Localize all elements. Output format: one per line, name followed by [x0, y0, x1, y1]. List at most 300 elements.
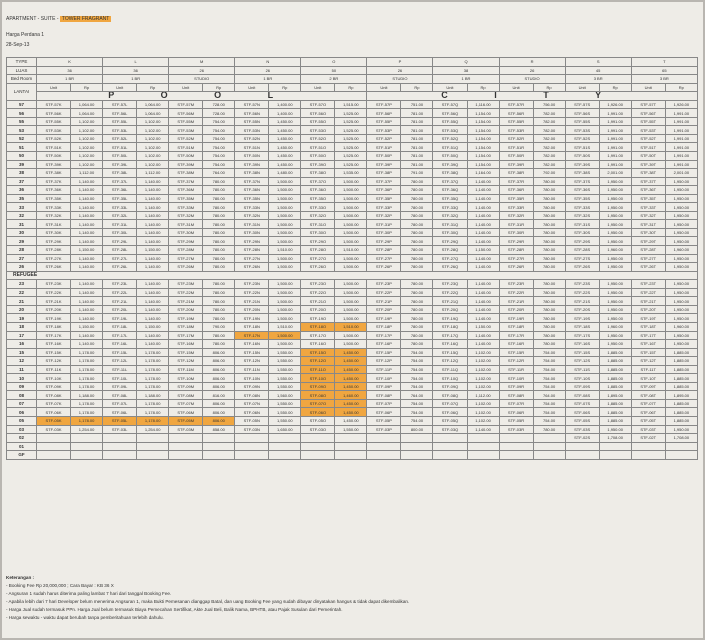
- floor-row: [7, 340, 698, 349]
- unit-code: STF-51R: [499, 143, 533, 152]
- unit-code: STF-03L: [103, 425, 137, 434]
- unit-price: 1,450.00: [335, 357, 367, 366]
- unit-price: 806.00: [203, 365, 235, 374]
- unit-price: 1,950.00: [665, 237, 697, 246]
- unit-code: STF-33S: [565, 203, 599, 212]
- unit-price: 780.00: [401, 340, 433, 349]
- unit-code: STF-31M: [169, 220, 203, 229]
- unit-price: 754.00: [533, 348, 565, 357]
- unit-code: STF-55M: [169, 117, 203, 126]
- unit-code: STF-39R: [499, 160, 533, 169]
- floor-row: [7, 314, 698, 323]
- unit-code: STF-29S: [565, 237, 599, 246]
- unit-price: 2,001.00: [599, 169, 631, 178]
- unit-code: STF-07T: [631, 399, 665, 408]
- type-cell: R: [499, 58, 565, 67]
- unit-price: 728.00: [203, 109, 235, 118]
- floor-number: 38: [7, 169, 37, 178]
- unit-price: 1,885.00: [665, 374, 697, 383]
- unit-price: 1,885.00: [665, 382, 697, 391]
- unit-price: 781.00: [401, 143, 433, 152]
- unit-code: STF-29P: [367, 237, 401, 246]
- unit-code: STF-27R: [499, 254, 533, 263]
- unit-code: STF-31K: [37, 220, 71, 229]
- unit-code: STF-22O: [301, 288, 335, 297]
- unit-price: 1,950.00: [665, 177, 697, 186]
- unit-price: [203, 434, 235, 443]
- unit-price: 858.00: [203, 425, 235, 434]
- unit-price: 1,950.00: [665, 314, 697, 323]
- unit-price: 754.00: [203, 160, 235, 169]
- unit-code: STF-32S: [565, 211, 599, 220]
- bedroom-cell: 1 BR: [103, 75, 169, 84]
- unit-price: [533, 451, 565, 460]
- unit-price: 780.00: [203, 228, 235, 237]
- unit-code: STF-36Q: [433, 186, 467, 195]
- unit-price: 1,400.00: [269, 100, 301, 109]
- unit-code: STF-10N: [235, 374, 269, 383]
- unit-code: STF-52S: [565, 134, 599, 143]
- unit-price: 1,950.00: [599, 305, 631, 314]
- unit-code: STF-37N: [235, 177, 269, 186]
- unit-price: [665, 442, 697, 451]
- unit-code: STF-20T: [631, 305, 665, 314]
- unit-code: STF-36S: [565, 186, 599, 195]
- unit-price: 1,112.00: [137, 169, 169, 178]
- unit-price: 1,164.00: [467, 169, 499, 178]
- unit-price: 780.00: [533, 211, 565, 220]
- unit-code: STF-27P: [367, 254, 401, 263]
- unit-price: 1,140.00: [71, 314, 103, 323]
- unit-price: [269, 442, 301, 451]
- unit-price: 1,102.00: [467, 348, 499, 357]
- floor-row: [7, 220, 698, 229]
- unit-code: STF-02T: [631, 434, 665, 443]
- unit-price: 1,140.00: [137, 340, 169, 349]
- type-cell: M: [169, 58, 235, 67]
- unit-price: 1,560.00: [269, 391, 301, 400]
- unit-price: 1,102.00: [467, 357, 499, 366]
- unit-code: STF-57K: [37, 100, 71, 109]
- unit-price: 1,550.00: [269, 374, 301, 383]
- unit-code: STF-22M: [169, 288, 203, 297]
- unit-code: STF-55O: [301, 117, 335, 126]
- unit-price: 1,450.00: [269, 152, 301, 161]
- unit-price: 782.00: [533, 152, 565, 161]
- unit-code: [37, 434, 71, 443]
- unit-code: STF-03Q: [433, 425, 467, 434]
- unit-code: [37, 442, 71, 451]
- floor-number: GF: [7, 451, 37, 460]
- unit-code: STF-08M: [169, 391, 203, 400]
- unit-price: 1,140.00: [467, 263, 499, 272]
- floor-row: [7, 177, 698, 186]
- unit-header: Unit: [235, 83, 269, 92]
- unit-code: STF-16M: [169, 340, 203, 349]
- unit-code: STF-10Q: [433, 374, 467, 383]
- unit-code: STF-50Q: [433, 152, 467, 161]
- unit-header: Unit: [367, 83, 401, 92]
- unit-price: 1,510.00: [269, 322, 301, 331]
- unit-price: 780.00: [533, 254, 565, 263]
- unit-code: STF-18O: [301, 322, 335, 331]
- unit-price: 1,950.00: [599, 177, 631, 186]
- unit-code: STF-22Q: [433, 288, 467, 297]
- unit-code: STF-36O: [301, 186, 335, 195]
- unit-price: 800.00: [401, 425, 433, 434]
- unit-price: 1,140.00: [467, 305, 499, 314]
- price-list-name: Harga Perdana 1: [6, 32, 45, 38]
- unit-price: 1,500.00: [335, 228, 367, 237]
- unit-price: 1,960.00: [665, 322, 697, 331]
- unit-price: 754.00: [533, 357, 565, 366]
- unit-price: 1,450.00: [269, 160, 301, 169]
- unit-price: 780.00: [203, 340, 235, 349]
- unit-code: STF-57T: [631, 100, 665, 109]
- unit-code: STF-35Q: [433, 194, 467, 203]
- unit-price: 1,550.00: [269, 399, 301, 408]
- unit-code: STF-06M: [169, 408, 203, 417]
- unit-price: 780.00: [533, 425, 565, 434]
- unit-header: Unit: [103, 83, 137, 92]
- unit-price: 806.00: [203, 382, 235, 391]
- bedroom-row: [7, 75, 698, 84]
- unit-code: STF-52O: [301, 134, 335, 143]
- unit-code: STF-23N: [235, 280, 269, 289]
- unit-price: 1,885.00: [599, 399, 631, 408]
- unit-price: 1,140.00: [71, 194, 103, 203]
- unit-price: 1,950.00: [599, 288, 631, 297]
- unit-code: STF-53T: [631, 126, 665, 135]
- unit-code: STF-08P: [367, 391, 401, 400]
- unit-price: 1,885.00: [665, 357, 697, 366]
- floor-row: [7, 288, 698, 297]
- unit-price: 1,140.00: [71, 211, 103, 220]
- floor-row: [7, 322, 698, 331]
- unit-code: STF-10T: [631, 374, 665, 383]
- floor-number: 15: [7, 348, 37, 357]
- unit-price: 1,950.00: [665, 340, 697, 349]
- unit-code: STF-17S: [565, 331, 599, 340]
- unit-code: STF-55K: [37, 117, 71, 126]
- unit-price: 1,950.00: [599, 263, 631, 272]
- unit-code: STF-38K: [37, 169, 71, 178]
- unit-code: STF-50R: [499, 152, 533, 161]
- unit-price: 1,885.00: [599, 357, 631, 366]
- unit-code: STF-05P: [367, 416, 401, 425]
- unit-price: 1,500.00: [269, 194, 301, 203]
- type-cell: S: [565, 58, 631, 67]
- unit-code: STF-21O: [301, 297, 335, 306]
- unit-code: STF-20S: [565, 305, 599, 314]
- unit-code: STF-31L: [103, 220, 137, 229]
- unit-code: STF-26L: [103, 263, 137, 272]
- unit-price: 1,140.00: [137, 203, 169, 212]
- unit-code: STF-17K: [37, 331, 71, 340]
- floor-row: [7, 263, 698, 272]
- unit-code: [235, 451, 269, 460]
- bedroom-cell: 1 BR: [433, 75, 499, 84]
- unit-price: 1,950.00: [599, 220, 631, 229]
- unit-code: STF-21Q: [433, 297, 467, 306]
- unit-code: STF-27O: [301, 254, 335, 263]
- unit-code: STF-57P: [367, 100, 401, 109]
- unit-price: 806.00: [203, 408, 235, 417]
- unit-price: 1,064.00: [71, 100, 103, 109]
- unit-price: 806.00: [203, 348, 235, 357]
- unit-price: 1,950.00: [599, 254, 631, 263]
- unit-code: STF-50N: [235, 152, 269, 161]
- unit-code: STF-27T: [631, 254, 665, 263]
- unit-code: STF-21L: [103, 297, 137, 306]
- unit-price: 780.00: [533, 297, 565, 306]
- unit-code: STF-17L: [103, 331, 137, 340]
- unit-price: 780.00: [203, 194, 235, 203]
- luas-cell: 26: [235, 66, 301, 75]
- unit-price: 1,991.00: [599, 126, 631, 135]
- unit-code: STF-19P: [367, 314, 401, 323]
- unit-code: STF-55P: [367, 117, 401, 126]
- unit-price: 780.00: [401, 254, 433, 263]
- unit-code: STF-36M: [169, 186, 203, 195]
- unit-price: 1,500.00: [269, 340, 301, 349]
- unit-price: 1,500.00: [335, 237, 367, 246]
- unit-price: 1,510.00: [335, 322, 367, 331]
- unit-code: STF-18N: [235, 322, 269, 331]
- unit-code: STF-09M: [169, 382, 203, 391]
- unit-code: STF-35L: [103, 194, 137, 203]
- unit-price: 780.00: [401, 211, 433, 220]
- rp-header: Rp: [71, 83, 103, 92]
- floor-row: [7, 228, 698, 237]
- unit-code: STF-28K: [37, 246, 71, 255]
- unit-price: 780.00: [533, 314, 565, 323]
- unit-price: 780.00: [533, 177, 565, 186]
- unit-price: 1,991.00: [665, 134, 697, 143]
- floor-row: [7, 357, 698, 366]
- type-cell: L: [103, 58, 169, 67]
- unit-code: STF-56M: [169, 109, 203, 118]
- unit-code: STF-17O: [301, 331, 335, 340]
- unit-code: STF-15P: [367, 348, 401, 357]
- unit-price: 780.00: [203, 288, 235, 297]
- floor-row: [7, 305, 698, 314]
- unit-code: STF-12M: [169, 357, 203, 366]
- unit-code: STF-37L: [103, 177, 137, 186]
- unit-code: STF-39P: [367, 160, 401, 169]
- unit-code: STF-31R: [499, 220, 533, 229]
- floor-row: [7, 416, 698, 425]
- unit-code: STF-30L: [103, 228, 137, 237]
- unit-code: STF-15T: [631, 348, 665, 357]
- floor-number: 36: [7, 186, 37, 195]
- floor-number: 18: [7, 322, 37, 331]
- unit-header: Unit: [433, 83, 467, 92]
- unit-code: STF-50P: [367, 152, 401, 161]
- unit-price: 1,500.00: [335, 220, 367, 229]
- unit-code: STF-12L: [103, 357, 137, 366]
- unit-code: STF-53N: [235, 126, 269, 135]
- unit-code: STF-57S: [565, 100, 599, 109]
- unit-price: 1,550.00: [269, 357, 301, 366]
- unit-price: 1,550.00: [335, 425, 367, 434]
- unit-code: STF-56S: [565, 109, 599, 118]
- unit-price: 1,178.00: [137, 357, 169, 366]
- floor-number: 07: [7, 399, 37, 408]
- unit-code: STF-05S: [565, 416, 599, 425]
- unit-price: 1,991.00: [665, 160, 697, 169]
- luas-cell: 65: [631, 66, 697, 75]
- unit-price: 754.00: [533, 399, 565, 408]
- unit-code: STF-33P: [367, 203, 401, 212]
- unit-price: 1,140.00: [71, 288, 103, 297]
- unit-code: STF-06S: [565, 408, 599, 417]
- unit-code: STF-55T: [631, 117, 665, 126]
- unit-code: STF-38S: [565, 169, 599, 178]
- unit-code: STF-26K: [37, 263, 71, 272]
- unit-price: 1,140.00: [137, 331, 169, 340]
- unit-price: 764.00: [533, 391, 565, 400]
- unit-code: STF-03N: [235, 425, 269, 434]
- unit-price: 1,154.00: [467, 134, 499, 143]
- unit-code: STF-30R: [499, 228, 533, 237]
- unit-code: STF-10S: [565, 374, 599, 383]
- unit-code: STF-12R: [499, 357, 533, 366]
- unit-price: 780.00: [533, 194, 565, 203]
- note-item: - Apabila lebih dari 7 hari Developer belum menerima Angsuran 1, maka Bukti Pemesanan dianggap Batal, dan uang Booking Fee yang sudah dibayar dinyatakan hangus & tidak dapat dikembalikan.: [6, 599, 410, 604]
- type-cell: K: [37, 58, 103, 67]
- floor-number: 30: [7, 228, 37, 237]
- unit-code: STF-06O: [301, 408, 335, 417]
- unit-code: [301, 442, 335, 451]
- unit-price: 1,102.00: [137, 152, 169, 161]
- unit-code: STF-06T: [631, 408, 665, 417]
- unit-price: 754.00: [401, 365, 433, 374]
- unit-code: STF-32N: [235, 211, 269, 220]
- unit-code: STF-20N: [235, 305, 269, 314]
- rp-header: Rp: [467, 83, 499, 92]
- unit-code: STF-23Q: [433, 280, 467, 289]
- type-cell: N: [235, 58, 301, 67]
- unit-code: STF-09N: [235, 382, 269, 391]
- unit-code: STF-16O: [301, 340, 335, 349]
- unit-code: STF-12T: [631, 357, 665, 366]
- unit-price: [599, 451, 631, 460]
- unit-code: STF-23R: [499, 280, 533, 289]
- unit-price: 1,500.00: [269, 331, 301, 340]
- unit-code: STF-38P: [367, 169, 401, 178]
- rp-header: Rp: [269, 83, 301, 92]
- unit-code: STF-03M: [169, 425, 203, 434]
- floor-row: [7, 365, 698, 374]
- unit-code: STF-23S: [565, 280, 599, 289]
- unit-price: 1,991.00: [599, 160, 631, 169]
- unit-code: STF-52L: [103, 134, 137, 143]
- unit-price: 1,178.00: [137, 365, 169, 374]
- unit-price: 780.00: [533, 220, 565, 229]
- unit-price: 806.00: [203, 374, 235, 383]
- unit-price: 1,525.00: [335, 126, 367, 135]
- unit-header: Unit: [631, 83, 665, 92]
- unit-price: 1,525.00: [335, 134, 367, 143]
- unit-price: 780.00: [203, 314, 235, 323]
- luas-cell: 26: [499, 66, 565, 75]
- unit-code: STF-39K: [37, 160, 71, 169]
- unit-price: 754.00: [401, 399, 433, 408]
- floor-number: 56: [7, 109, 37, 118]
- floor-number: 26: [7, 263, 37, 272]
- unit-code: STF-56P: [367, 109, 401, 118]
- floor-row: [7, 280, 698, 289]
- unit-price: 780.00: [401, 228, 433, 237]
- unit-price: 1,926.00: [599, 100, 631, 109]
- unit-price: 1,188.00: [71, 391, 103, 400]
- unit-code: STF-31O: [301, 220, 335, 229]
- refugee-label: REFUGEE: [7, 271, 698, 280]
- unit-price: 1,140.00: [467, 237, 499, 246]
- unit-code: [169, 451, 203, 460]
- floor-number: 12: [7, 357, 37, 366]
- unit-price: 1,178.00: [71, 365, 103, 374]
- unit-code: STF-15Q: [433, 348, 467, 357]
- unit-price: [269, 434, 301, 443]
- unit-code: STF-23O: [301, 280, 335, 289]
- unit-price: 1,500.00: [335, 194, 367, 203]
- unit-code: STF-50M: [169, 152, 203, 161]
- unit-price: 816.00: [203, 391, 235, 400]
- unit-price: 1,500.00: [269, 186, 301, 195]
- unit-price: 782.00: [533, 160, 565, 169]
- unit-price: 806.00: [203, 416, 235, 425]
- floor-number: 21: [7, 297, 37, 306]
- unit-price: 1,950.00: [599, 228, 631, 237]
- floor-row: [7, 186, 698, 195]
- unit-price: 1,102.00: [137, 117, 169, 126]
- floor-number: 31: [7, 220, 37, 229]
- unit-code: STF-28T: [631, 246, 665, 255]
- unit-code: STF-11P: [367, 365, 401, 374]
- unit-price: 1,500.00: [269, 203, 301, 212]
- unit-price: 1,064.00: [71, 109, 103, 118]
- refugee-row: [7, 271, 698, 280]
- unit-code: [367, 434, 401, 443]
- unit-code: STF-09R: [499, 382, 533, 391]
- unit-code: STF-16T: [631, 340, 665, 349]
- notes: [6, 574, 409, 622]
- luas-cell: 26: [367, 66, 433, 75]
- unit-code: STF-56L: [103, 109, 137, 118]
- unit-price: 1,140.00: [137, 220, 169, 229]
- unit-price: 751.00: [401, 100, 433, 109]
- unit-code: STF-56K: [37, 109, 71, 118]
- floor-row: [7, 374, 698, 383]
- unit-price: [665, 451, 697, 460]
- unit-price: 1,500.00: [269, 263, 301, 272]
- unit-code: STF-15K: [37, 348, 71, 357]
- unit-price: 1,500.00: [335, 177, 367, 186]
- unit-code: STF-50T: [631, 152, 665, 161]
- unit-code: STF-17P: [367, 331, 401, 340]
- floor-number: 23: [7, 280, 37, 289]
- unit-price: 1,525.00: [335, 152, 367, 161]
- unit-code: STF-19K: [37, 314, 71, 323]
- unit-price: 1,950.00: [665, 331, 697, 340]
- unit-code: STF-39T: [631, 160, 665, 169]
- unit-code: STF-30S: [565, 228, 599, 237]
- floor-row: [7, 297, 698, 306]
- unit-price: 754.00: [203, 126, 235, 135]
- unit-price: 1,254.00: [137, 425, 169, 434]
